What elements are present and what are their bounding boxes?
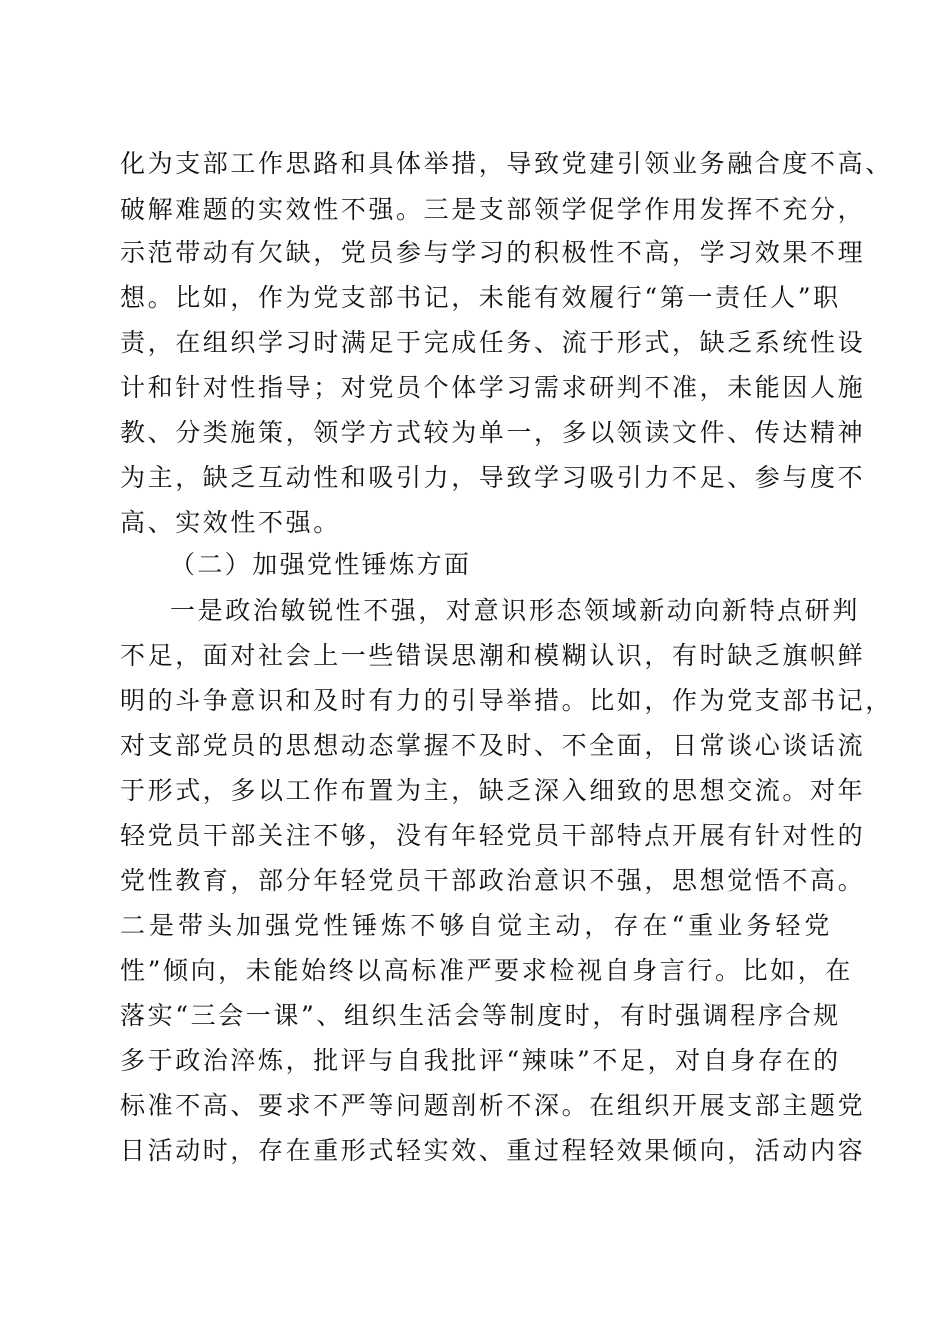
body-line: 于形式，多以工作布置为主，缺乏深入细致的思想交流。对年 [120, 776, 866, 805]
body-line: 化为支部工作思路和具体举措，导致党建引领业务融合度不高、 [120, 149, 893, 178]
body-line: 一是政治敏锐性不强，对意识形态领域新动向新特点研判 [170, 596, 861, 625]
body-line: 破解难题的实效性不强。三是支部领学促学作用发挥不充分， [120, 195, 866, 224]
body-line: 对支部党员的思想动态掌握不及时、不全面，日常谈心谈话流 [120, 731, 866, 760]
body-line: 计和针对性指导；对党员个体学习需求研判不准，未能因人施 [120, 373, 866, 402]
body-line: 不足，面对社会上一些错误思潮和模糊认识，有时缺乏旗帜鲜 [120, 641, 866, 670]
body-line: 多于政治淬炼，批评与自我批评“辣味”不足，对自身存在的 [120, 1046, 841, 1075]
body-line: 高、实效性不强。 [120, 508, 341, 537]
body-line: 日活动时，存在重形式轻实效、重过程轻效果倾向，活动内容 [120, 1136, 866, 1165]
body-line: 标准不高、要求不严等问题剖析不深。在组织开展支部主题党 [120, 1091, 866, 1120]
body-line: 党性教育，部分年轻党员干部政治意识不强，思想觉悟不高。 [120, 866, 866, 895]
body-line: 性”倾向，未能始终以高标准严要求检视自身言行。比如，在 [120, 956, 853, 985]
section-heading: （二）加强党性锤炼方面 [170, 550, 472, 579]
body-line: 教、分类施策，领学方式较为单一，多以领读文件、传达精神 [120, 418, 866, 447]
body-line: 轻党员干部关注不够，没有年轻党员干部特点开展有针对性的 [120, 821, 866, 850]
body-line: 明的斗争意识和及时有力的引导举措。比如，作为党支部书记， [120, 686, 893, 715]
body-line: 落实“三会一课”、组织生活会等制度时，有时强调程序合规 [120, 1001, 841, 1030]
body-line: 二是带头加强党性锤炼不够自觉主动，存在“重业务轻党 [120, 911, 832, 940]
body-line: 想。比如，作为党支部书记，未能有效履行“第一责任人”职 [120, 283, 841, 312]
body-line: 责，在组织学习时满足于完成任务、流于形式，缺乏系统性设 [120, 328, 866, 357]
body-line: 示范带动有欠缺，党员参与学习的积极性不高，学习效果不理 [120, 238, 866, 267]
body-line: 为主，缺乏互动性和吸引力，导致学习吸引力不足、参与度不 [120, 463, 866, 492]
